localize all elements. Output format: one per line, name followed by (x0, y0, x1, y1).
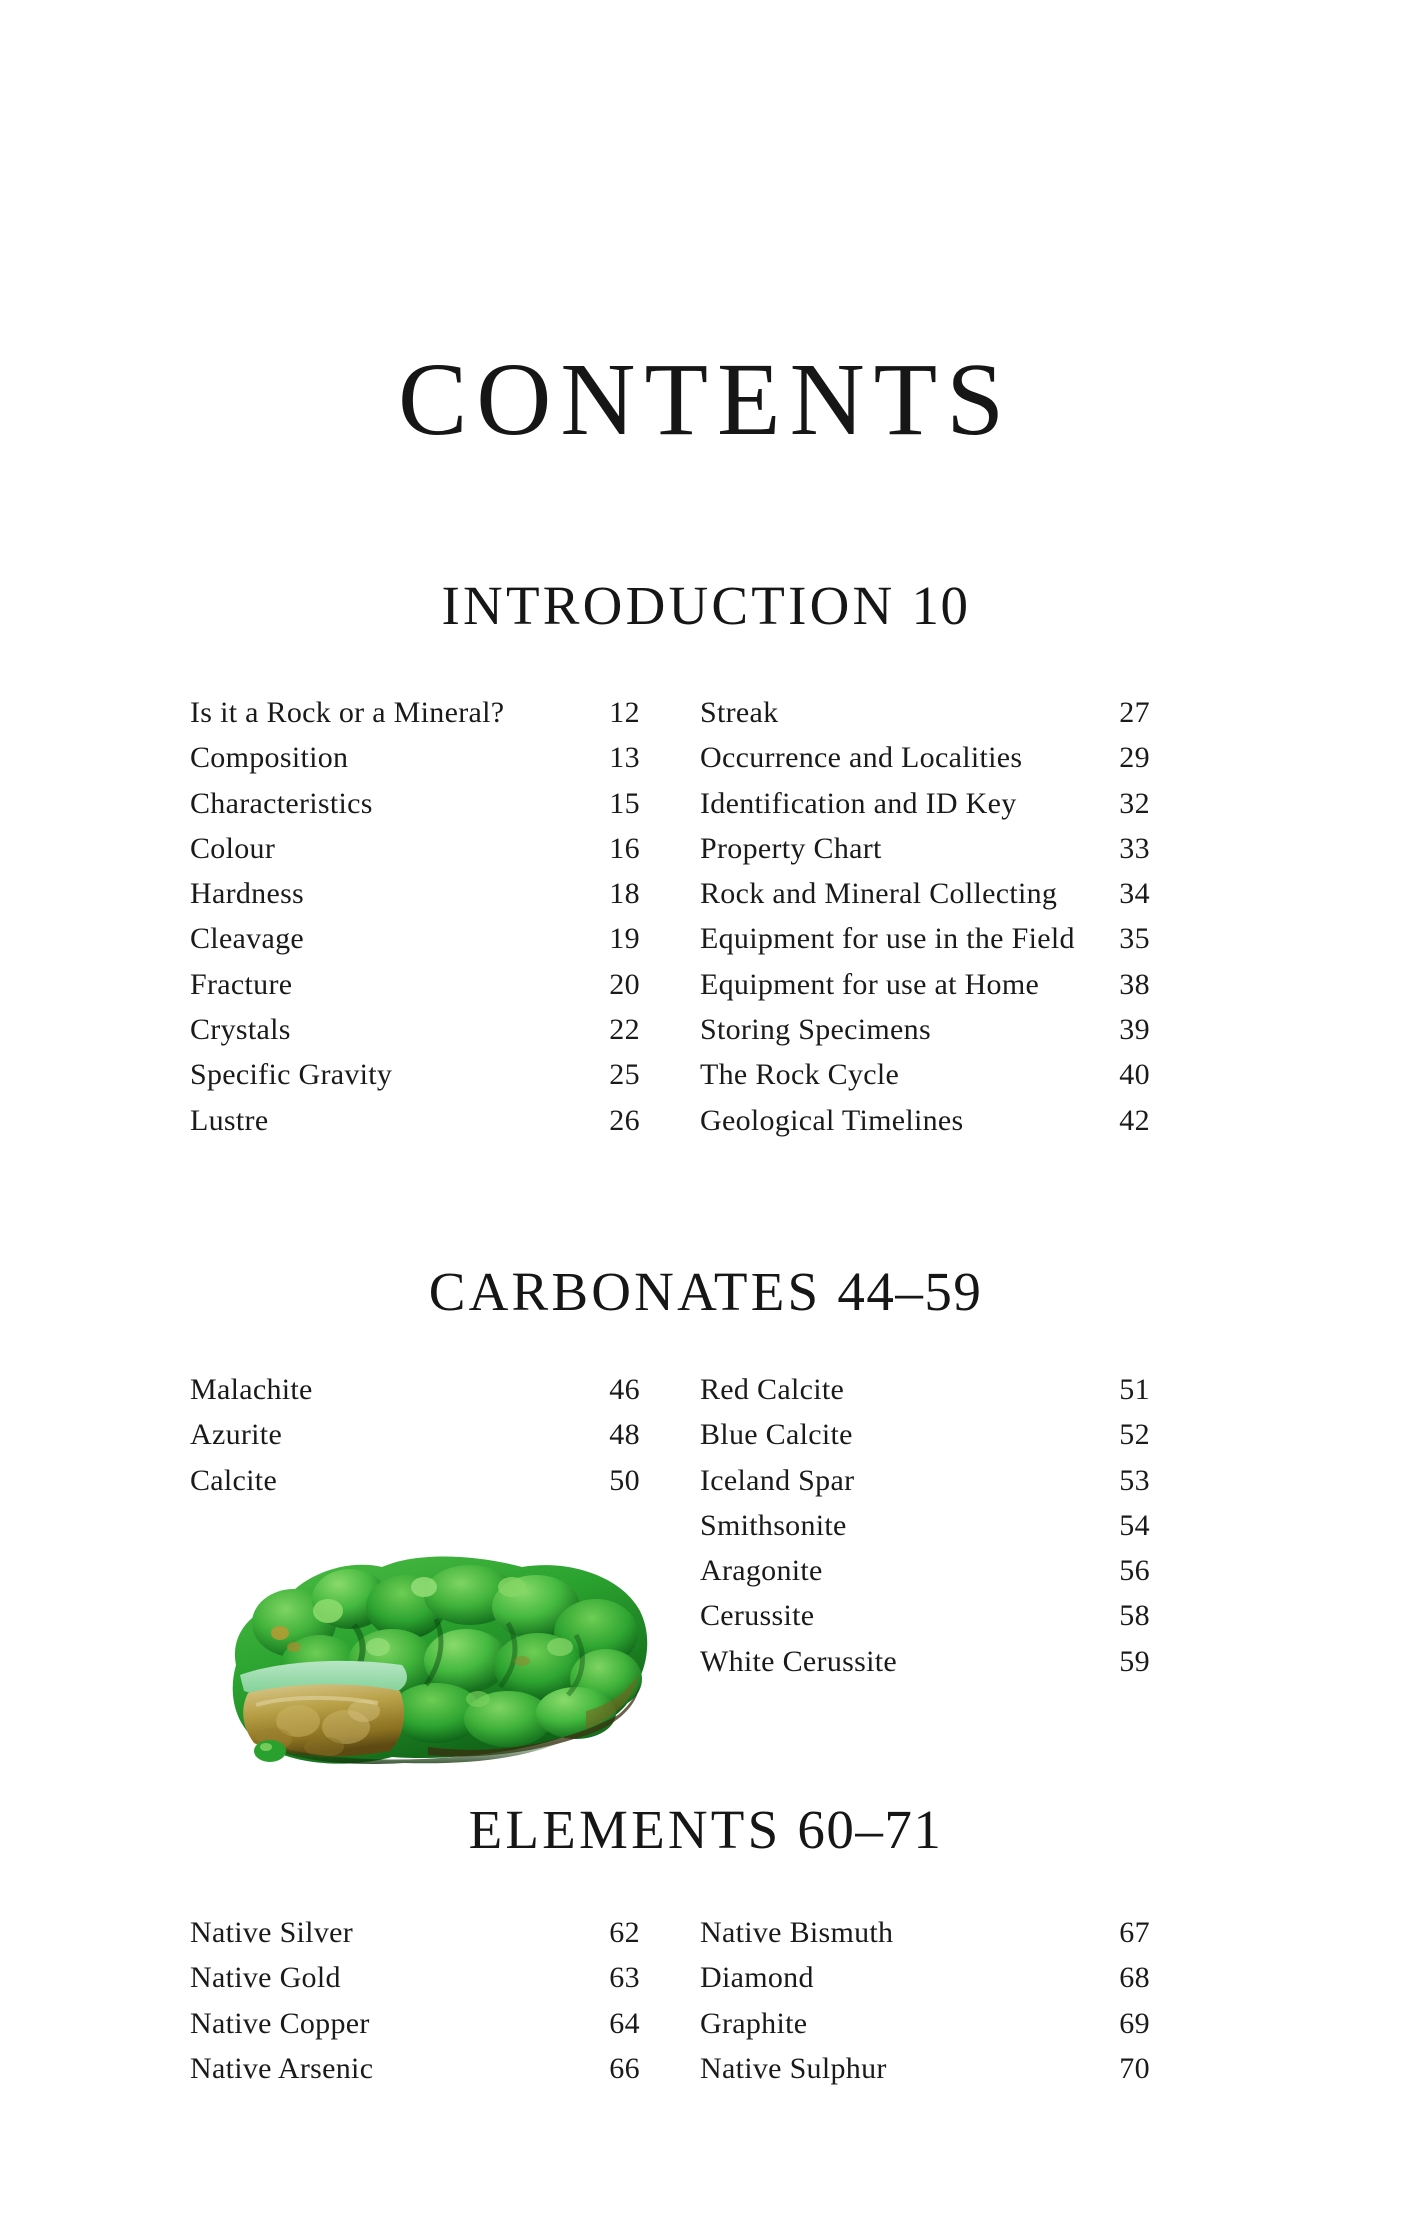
toc-entry-page: 58 (1119, 1599, 1150, 1633)
toc-entry-label: White Cerussite (700, 1644, 897, 1678)
malachite-specimen-image (178, 1515, 658, 1790)
toc-entry-label: Specific Gravity (190, 1058, 393, 1092)
toc-entry-label: Native Silver (190, 1916, 354, 1949)
toc-entry-page: 59 (1119, 1644, 1150, 1678)
section-heading-label: CARBONATES (428, 1261, 822, 1322)
section-heading-label: INTRODUCTION (441, 575, 896, 636)
toc-entry-label: The Rock Cycle (700, 1058, 900, 1092)
toc-entry-page: 20 (609, 967, 640, 1001)
toc-entry-label: Native Copper (190, 2006, 370, 2040)
toc-entry-label: Diamond (700, 1961, 814, 1995)
toc-entry[interactable] (190, 1007, 640, 1052)
toc-entry-page: 50 (609, 1463, 640, 1497)
toc-entry-page: 22 (609, 1013, 640, 1047)
toc-entry-label: Composition (190, 741, 349, 775)
toc-entry[interactable] (190, 735, 640, 780)
toc-entry-label: Iceland Spar (700, 1463, 855, 1497)
toc-entry-page: 70 (1119, 2051, 1150, 2085)
toc-entry-page: 32 (1119, 786, 1150, 820)
toc-entry[interactable] (700, 1910, 1150, 1955)
toc-entry[interactable] (700, 1098, 1150, 1143)
toc-entry[interactable] (190, 1910, 640, 1955)
toc-entry[interactable] (190, 781, 640, 826)
toc-entry-page: 62 (609, 1916, 640, 1949)
carbonates-right-column (700, 1367, 1150, 1684)
toc-entry[interactable] (700, 690, 1150, 735)
toc-entry[interactable] (190, 2046, 640, 2091)
toc-entry-page: 52 (1119, 1418, 1150, 1452)
toc-entry-page: 42 (1119, 1103, 1150, 1137)
section-heading-elements (0, 1799, 1411, 1860)
toc-entry-label: Lustre (190, 1103, 269, 1137)
toc-entry[interactable] (700, 735, 1150, 780)
toc-entry-page: 13 (609, 741, 640, 775)
toc-entry-label: Characteristics (190, 786, 373, 820)
toc-entry-label: Geological Timelines (700, 1103, 964, 1137)
toc-entry-label: Cleavage (190, 922, 305, 956)
toc-entry-label: Native Bismuth (700, 1916, 894, 1949)
toc-entry-page: 48 (609, 1418, 640, 1452)
toc-entry-page: 19 (609, 922, 640, 956)
toc-entry[interactable] (190, 690, 640, 735)
toc-entry-label: Fracture (190, 967, 293, 1001)
page-title: CONTENTS (397, 342, 1014, 457)
section-heading-pages: 60–71 (797, 1799, 943, 1860)
toc-entry-page: 39 (1119, 1013, 1150, 1047)
toc-entry[interactable] (700, 781, 1150, 826)
toc-entry-label: Azurite (190, 1418, 283, 1452)
toc-entry[interactable] (190, 1052, 640, 1097)
toc-entry-label: Property Chart (700, 831, 882, 865)
toc-entry-page: 38 (1119, 967, 1150, 1001)
toc-entry[interactable] (190, 1098, 640, 1143)
toc-entry-label: Aragonite (700, 1554, 823, 1588)
toc-entry[interactable] (190, 826, 640, 871)
introduction-right-column (700, 690, 1150, 1143)
toc-entry-page: 53 (1119, 1463, 1150, 1497)
toc-entry-page: 64 (609, 2006, 640, 2040)
toc-entry-label: Colour (190, 831, 276, 865)
section-heading-carbonates (0, 1261, 1411, 1322)
toc-entry[interactable] (700, 1052, 1150, 1097)
toc-entry-page: 56 (1119, 1554, 1150, 1588)
toc-entry[interactable] (700, 916, 1150, 961)
toc-entry-label: Native Arsenic (190, 2051, 374, 2085)
toc-entry-page: 25 (609, 1058, 640, 1092)
toc-entry-label: Red Calcite (700, 1373, 845, 1406)
toc-entry-label: Calcite (190, 1463, 278, 1497)
toc-entry-page: 63 (609, 1961, 640, 1995)
toc-entry-page: 51 (1119, 1373, 1150, 1406)
toc-entry-label: Native Gold (190, 1961, 341, 1995)
toc-entry[interactable] (190, 1412, 640, 1457)
toc-entry-label: Crystals (190, 1013, 291, 1047)
toc-entry-page: 46 (609, 1373, 640, 1406)
section-heading-pages: 44–59 (837, 1261, 983, 1322)
toc-entry-label: Occurrence and Localities (700, 741, 1023, 775)
toc-entry-label: Equipment for use in the Field (700, 922, 1075, 956)
toc-entry[interactable] (700, 1503, 1150, 1548)
toc-entry[interactable] (700, 2001, 1150, 2046)
toc-entry-page: 12 (609, 696, 640, 729)
toc-entry-page: 16 (609, 831, 640, 865)
introduction-left-column (190, 690, 640, 1143)
toc-entry[interactable] (700, 1458, 1150, 1503)
toc-entry-label: Is it a Rock or a Mineral? (190, 696, 505, 729)
section-heading-label: ELEMENTS (468, 1799, 782, 1860)
toc-entry-label: Cerussite (700, 1599, 815, 1633)
toc-entry[interactable] (700, 1367, 1150, 1412)
toc-entry-label: Streak (700, 696, 779, 729)
toc-entry[interactable] (190, 916, 640, 961)
toc-entry-page: 18 (609, 877, 640, 911)
toc-entry-label: Native Sulphur (700, 2051, 887, 2085)
toc-entry-page: 29 (1119, 741, 1150, 775)
section-heading-pages: 10 (911, 575, 970, 636)
toc-entry-label: Storing Specimens (700, 1013, 931, 1047)
carbonates-left-column (190, 1367, 640, 1503)
toc-entry-page: 26 (609, 1103, 640, 1137)
elements-right-column (700, 1910, 1150, 2091)
toc-entry[interactable] (700, 1007, 1150, 1052)
toc-entry-page: 67 (1119, 1916, 1150, 1949)
toc-entry-page: 15 (609, 786, 640, 820)
toc-entry[interactable] (190, 871, 640, 916)
toc-entry[interactable] (700, 1412, 1150, 1457)
toc-entry-label: Identification and ID Key (700, 786, 1017, 820)
section-heading-introduction (0, 575, 1411, 636)
toc-entry[interactable] (190, 1458, 640, 1503)
toc-entry-page: 27 (1119, 696, 1150, 729)
toc-entry-page: 69 (1119, 2006, 1150, 2040)
toc-entry[interactable] (700, 1639, 1150, 1684)
toc-entry[interactable] (700, 2046, 1150, 2091)
toc-entry[interactable] (700, 1548, 1150, 1593)
toc-entry[interactable] (700, 826, 1150, 871)
toc-entry[interactable] (700, 1955, 1150, 2000)
toc-entry-page: 35 (1119, 922, 1150, 956)
toc-entry-label: Equipment for use at Home (700, 967, 1040, 1001)
toc-entry-page: 54 (1119, 1508, 1150, 1542)
toc-entry-label: Blue Calcite (700, 1418, 853, 1452)
toc-entry-label: Graphite (700, 2006, 808, 2040)
toc-entry-page: 33 (1119, 831, 1150, 865)
toc-entry[interactable] (190, 962, 640, 1007)
toc-entry-label: Smithsonite (700, 1508, 847, 1542)
toc-entry-page: 66 (609, 2051, 640, 2085)
toc-entry[interactable] (190, 1367, 640, 1412)
toc-entry[interactable] (190, 1955, 640, 2000)
toc-entry[interactable] (700, 871, 1150, 916)
toc-entry-page: 40 (1119, 1058, 1150, 1092)
elements-left-column (190, 1910, 640, 2091)
toc-entry-label: Hardness (190, 877, 305, 911)
toc-entry[interactable] (700, 1593, 1150, 1638)
toc-entry[interactable] (700, 962, 1150, 1007)
toc-entry-label: Rock and Mineral Collecting (700, 877, 1058, 911)
toc-entry[interactable] (190, 2001, 640, 2046)
toc-entry-page: 68 (1119, 1961, 1150, 1995)
toc-entry-page: 34 (1119, 877, 1150, 911)
toc-entry-label: Malachite (190, 1373, 313, 1406)
